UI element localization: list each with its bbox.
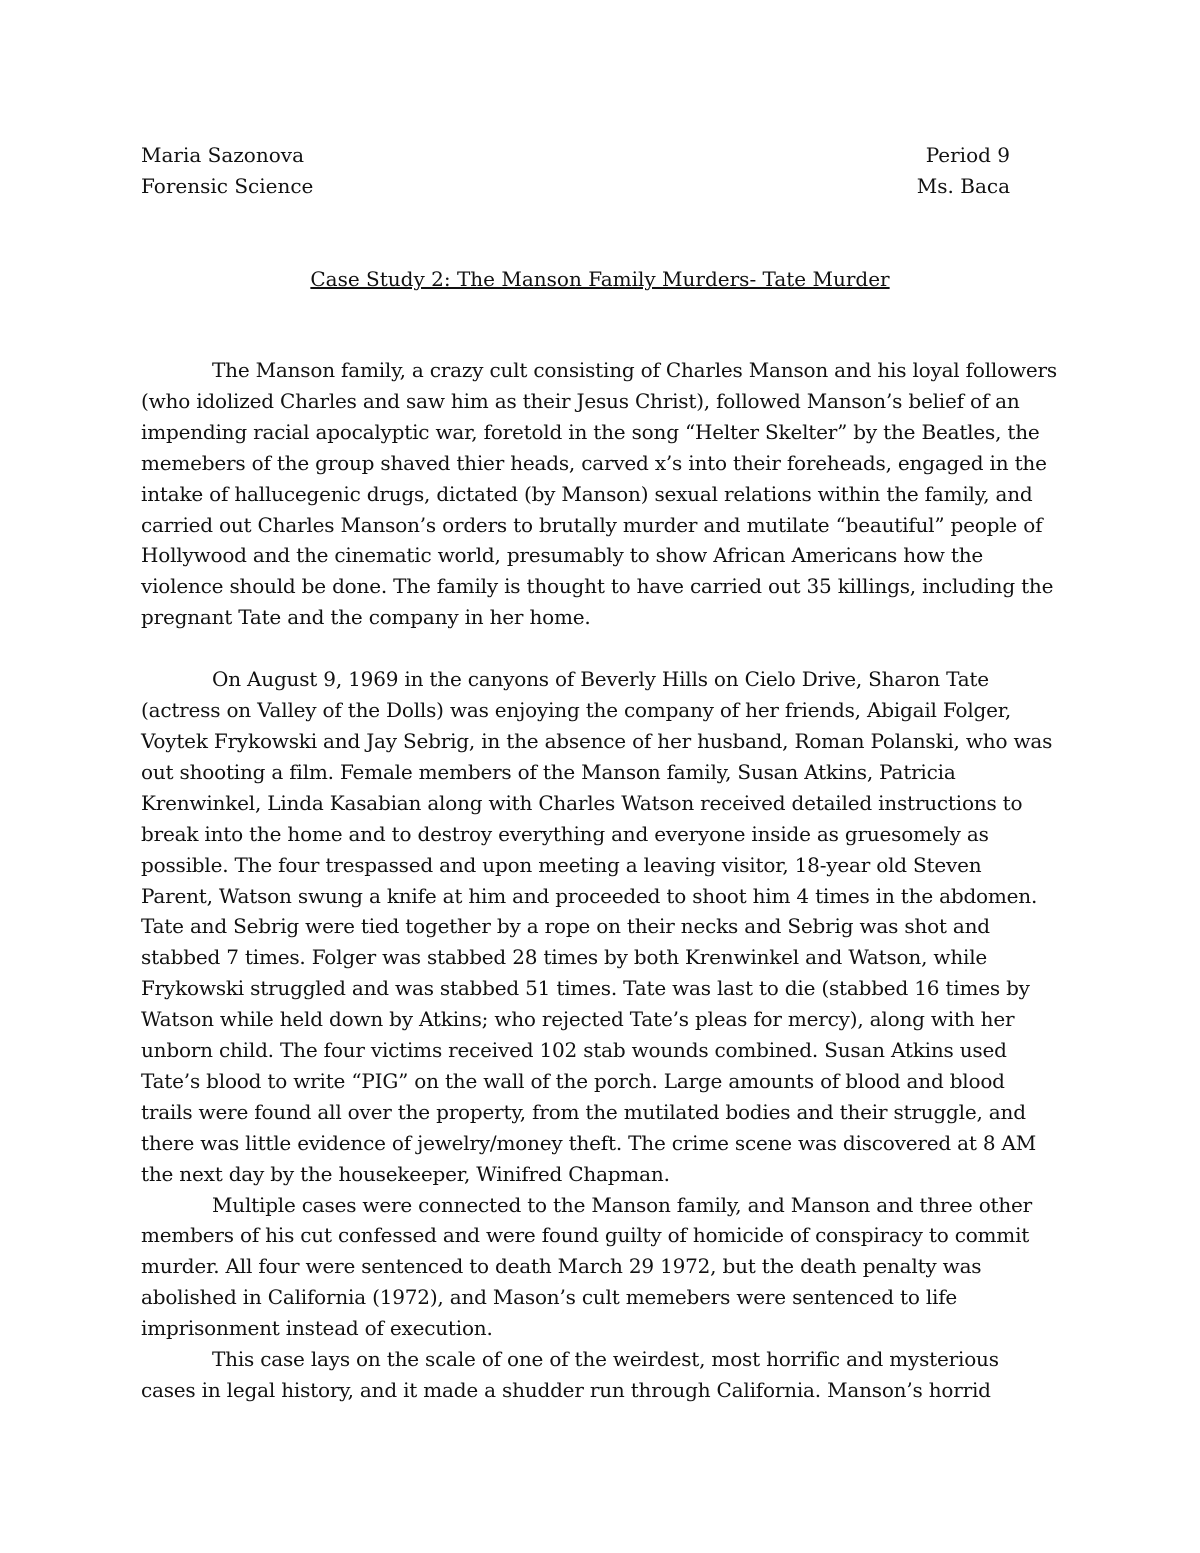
document-body [141, 355, 1059, 1406]
paragraph-crime-details: On August 9, 1969 in the canyons of Beverly Hills on Cielo Drive, Sharon Tate (actress on Valley of the Dolls) was enjoying the company of her friends, Abigail Folger, Voytek Frykowski and Jay Sebrig, in the absence of her husband, Roman Polanski, who was out shooting a film. Female members of the Manson family, Susan Atkins, Patricia Krenwinkel, Linda Kasabian along with Charles Watson received detailed instructions to break into the home and to destroy everything and everyone inside as gruesomely as possible. The four trespassed and upon meeting a leaving visitor, 18-year old Steven Parent, Watson swung a knife at him and proceeded to shoot him 4 times in the abdomen. Tate and Sebrig were tied together by a rope on their necks and Sebrig was shot and stabbed 7 times. Folger was stabbed 28 times by both Krenwinkel and Watson, while Frykowski struggled and was stabbed 51 times. Tate was last to die (stabbed 16 times by Watson while held down by Atkins; who rejected Tate’s pleas for mercy), along with her unborn child. The four victims received 102 stab wounds combined. Susan Atkins used Tate’s blood to write “PIG” on the wall of the porch. Large amounts of blood and blood trails were found all over the property, from the mutilated bodies and their struggle, and there was little evidence of jewelry/money theft. The crime scene was discovered at 8 AM the next day by the housekeeper, Winifred Chapman. [141, 667, 1053, 1186]
document-header [141, 140, 1010, 202]
paragraph-sentencing: Multiple cases were connected to the Manson family, and Manson and three other members of his cut confessed and were found guilty of homicide of conspiracy to commit murder. All four were sentenced to death March 29 1972, but the death penalty was abolished in California (1972), and Mason’s cult memebers were sentenced to life imprisonment instead of execution. [141, 1192, 1033, 1341]
header-row-2 [141, 171, 1010, 202]
author-name: Maria Sazonova [141, 143, 304, 167]
teacher-name: Ms. Baca [916, 174, 1010, 198]
paragraph-conclusion: This case lays on the scale of one of the weirdest, most horrific and mysterious cases in legal history, and it made a shudder run through California. Manson’s horrid [141, 1347, 999, 1402]
class-period: Period 9 [925, 143, 1010, 167]
paragraph-intro: The Manson family, a crazy cult consisting of Charles Manson and his loyal followers (who idolized Charles and saw him as their Jesus Christ), followed Manson’s belief of an impending racial apocalyptic war, foretold in the song “Helter Skelter” by the Beatles, the memebers of the group shaved thier heads, carved x’s into their foreheads, engaged in the intake of hallucegenic drugs, dictated (by Manson) sexual relations within the family, and carried out Charles Manson’s orders to brutally murder and mutilate “beautiful” people of Hollywood and the cinematic world, presumably to show African Americans how the violence should be done. The family is thought to have carried out 35 killings, including the pregnant Tate and the company in her home. [141, 358, 1057, 630]
course-name: Forensic Science [141, 174, 314, 198]
header-row-1 [141, 140, 1010, 171]
document-title: Case Study 2: The Manson Family Murders- Tate Murder [310, 267, 890, 291]
